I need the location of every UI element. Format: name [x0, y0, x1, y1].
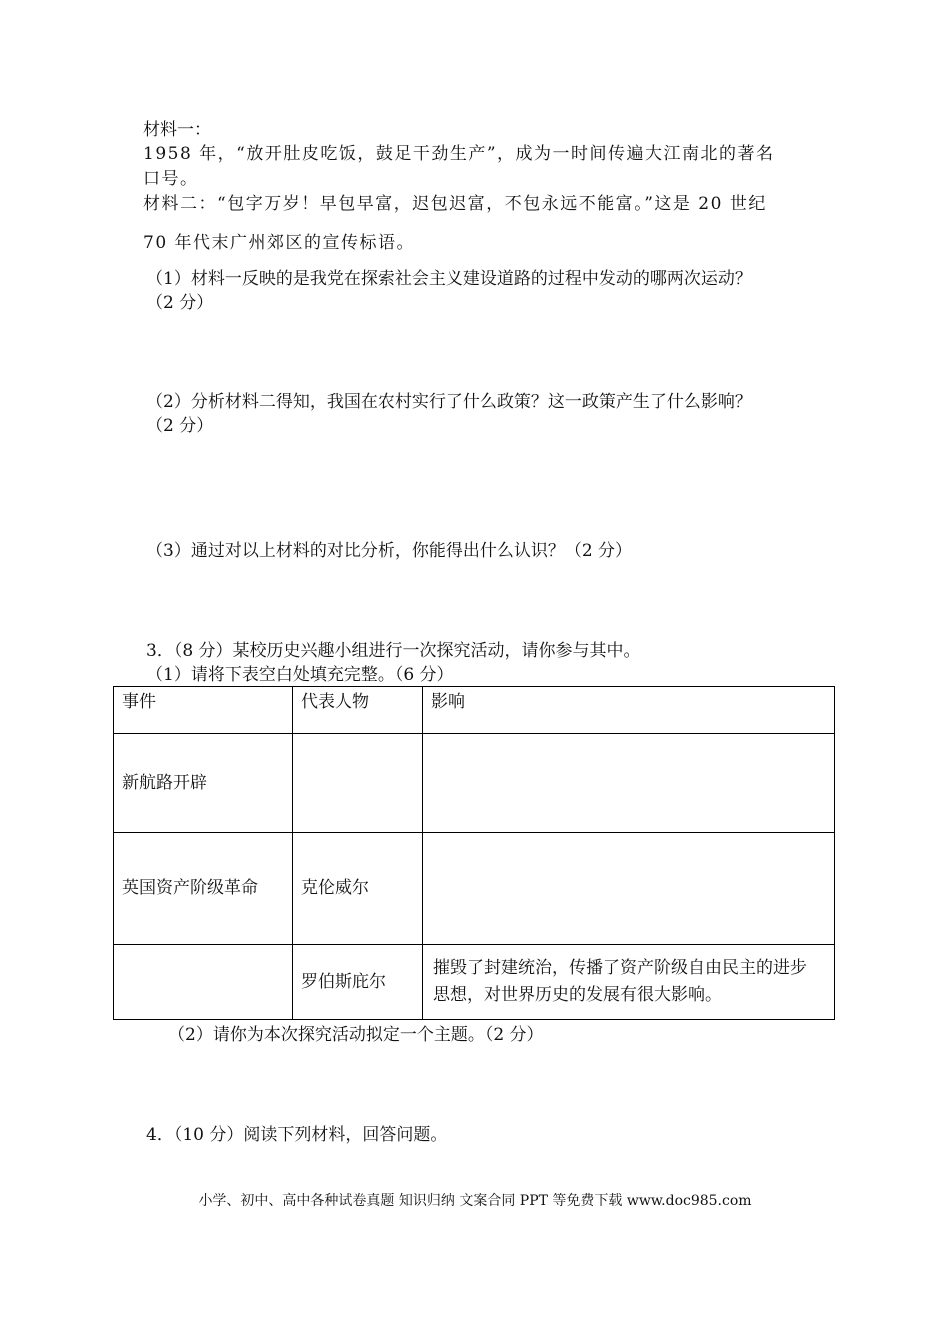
material-one-text-line2: 口号。: [143, 169, 199, 189]
question-3-sub1: （1）请将下表空白处填充完整。（6 分）: [146, 665, 454, 685]
material-one-heading: 材料一：: [143, 120, 211, 140]
table-header-row: [114, 687, 835, 734]
table-header-impact: 影响: [423, 687, 835, 734]
question-2-3: （3）通过对以上材料的对比分析，你能得出什么认识？（2 分）: [146, 541, 633, 561]
table-cell-person: 罗伯斯庇尔: [293, 945, 423, 1020]
table-cell-person: 克伦威尔: [293, 833, 423, 945]
table-row: [114, 734, 835, 833]
question-2-1-line2: （2 分）: [146, 293, 214, 313]
page-footer: 小学、初中、高中各种试卷真题 知识归纳 文案合同 PPT 等免费下载 www.doc985.com: [198, 1193, 752, 1209]
question-3-sub2: （2）请你为本次探究活动拟定一个主题。（2 分）: [168, 1025, 544, 1045]
question-2-2-line1: （2）分析材料二得知，我国在农村实行了什么政策？这一政策产生了什么影响？: [146, 392, 752, 412]
table-row: [114, 945, 835, 1020]
question-2-1-line1: （1）材料一反映的是我党在探索社会主义建设道路的过程中发动的哪两次运动？: [146, 269, 752, 289]
question-2-2-line2: （2 分）: [146, 416, 214, 436]
material-two-text-line1: 材料二：“包字万岁！早包早富，迟包迟富，不包永远不能富。”这是 20 世纪: [143, 194, 767, 214]
table-cell-impact-blank: [423, 833, 835, 945]
table-row: [114, 833, 835, 945]
history-table: [113, 686, 835, 1020]
material-one-text-line1: 1958 年，“放开肚皮吃饭，鼓足干劲生产”，成为一时间传遍大江南北的著名: [143, 144, 775, 164]
table-cell-person-blank: [293, 734, 423, 833]
table-cell-impact: 摧毁了封建统治，传播了资产阶级自由民主的进步思想，对世界历史的发展有很大影响。: [423, 945, 835, 1020]
table-header-person: 代表人物: [293, 687, 423, 734]
table-header-event: 事件: [114, 687, 293, 734]
table-cell-event-blank: [114, 945, 293, 1020]
material-two-text-line2: 70 年代末广州郊区的宣传标语。: [143, 233, 416, 253]
table-cell-event: 新航路开辟: [114, 734, 293, 833]
table-cell-impact-blank: [423, 734, 835, 833]
question-4-title: 4．（10 分）阅读下列材料，回答问题。: [146, 1125, 448, 1145]
table-cell-event: 英国资产阶级革命: [114, 833, 293, 945]
question-3-title: 3．（8 分）某校历史兴趣小组进行一次探究活动，请你参与其中。: [146, 641, 641, 661]
